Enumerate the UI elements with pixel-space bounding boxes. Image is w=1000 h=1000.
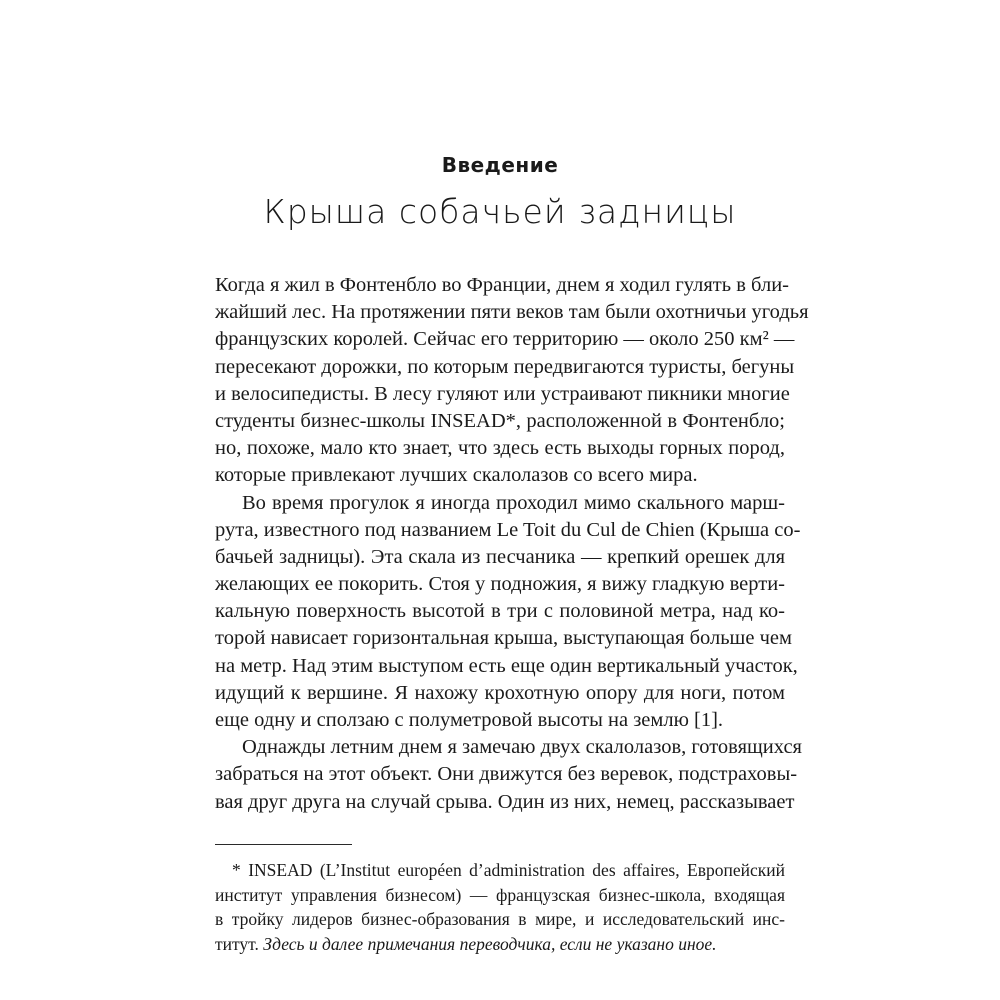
body-line: и велосипедисты. В лесу гуляют или устраивают пикники многие	[215, 382, 790, 405]
footnote-line: институт управления бизнесом) — французская бизнес-школа, входящая	[215, 884, 785, 905]
footnote-line: в тройку лидеров бизнес-образования в мире, и исследовательский инс-	[215, 909, 785, 929]
body-line: рута, известного под названием Le Toit du Cul de Chien (Крыша со-	[215, 518, 801, 541]
footnote-line: * INSEAD (L’Institut européen d’administration des affaires, Европейский	[232, 860, 785, 880]
body-line: идущий к вершине. Я нахожу крохотную опору для ноги, потом	[215, 681, 785, 704]
footnote-text-plain: титут.	[215, 933, 264, 954]
body-line: студенты бизнес-школы INSEAD*, расположенной в Фонтенбло;	[215, 409, 785, 432]
chapter-title: Крыша собачьей задницы	[263, 192, 737, 231]
footnote	[215, 858, 785, 956]
body-line: французских королей. Сейчас его территорию — около 250 км² —	[215, 328, 795, 351]
body-line: пересекают дорожки, по которым передвигаются туристы, бегуны	[215, 355, 795, 378]
body-line: кальную поверхность высотой в три с половиной метра, над ко-	[215, 600, 785, 623]
body-line: Когда я жил в Фонтенбло во Франции, днем я ходил гулять в бли-	[215, 274, 789, 296]
body-line: вая друг друга на случай срыва. Один из них, немец, рассказывает	[215, 790, 795, 813]
body-line: забраться на этот объект. Они движутся без веревок, подстраховы-	[215, 763, 798, 786]
body-line: бачьей задницы). Эта скала из песчаника — крепкий орешек для	[215, 545, 785, 568]
footnote-translator-note: Здесь и далее примечания переводчика, если не указано иное.	[263, 933, 717, 954]
footnote-last-line	[215, 932, 785, 957]
body-line: Однажды летним днем я замечаю двух скалолазов, готовящихся	[242, 736, 802, 759]
body-line: Во время прогулок я иногда проходил мимо скального марш-	[242, 491, 785, 514]
body-line: но, похоже, мало кто знает, что здесь есть выходы горных пород,	[215, 437, 785, 460]
footnote-divider	[215, 844, 352, 845]
body-line: жайший лес. На протяжении пяти веков там были охотничьи угодья	[215, 301, 809, 324]
body-text	[215, 272, 809, 816]
body-line: которые привлекают лучших скалолазов со всего мира.	[215, 464, 698, 487]
body-line: желающих ее покорить. Стоя у подножия, я вижу гладкую верти-	[215, 573, 785, 596]
body-line: на метр. Над этим выступом есть еще один вертикальный участок,	[215, 654, 798, 677]
chapter-label: Введение	[441, 153, 559, 177]
body-line: еще одну и сползаю с полуметровой высоты на землю [1].	[215, 709, 724, 731]
body-line: торой нависает горизонтальная крыша, выступающая больше чем	[215, 627, 792, 650]
